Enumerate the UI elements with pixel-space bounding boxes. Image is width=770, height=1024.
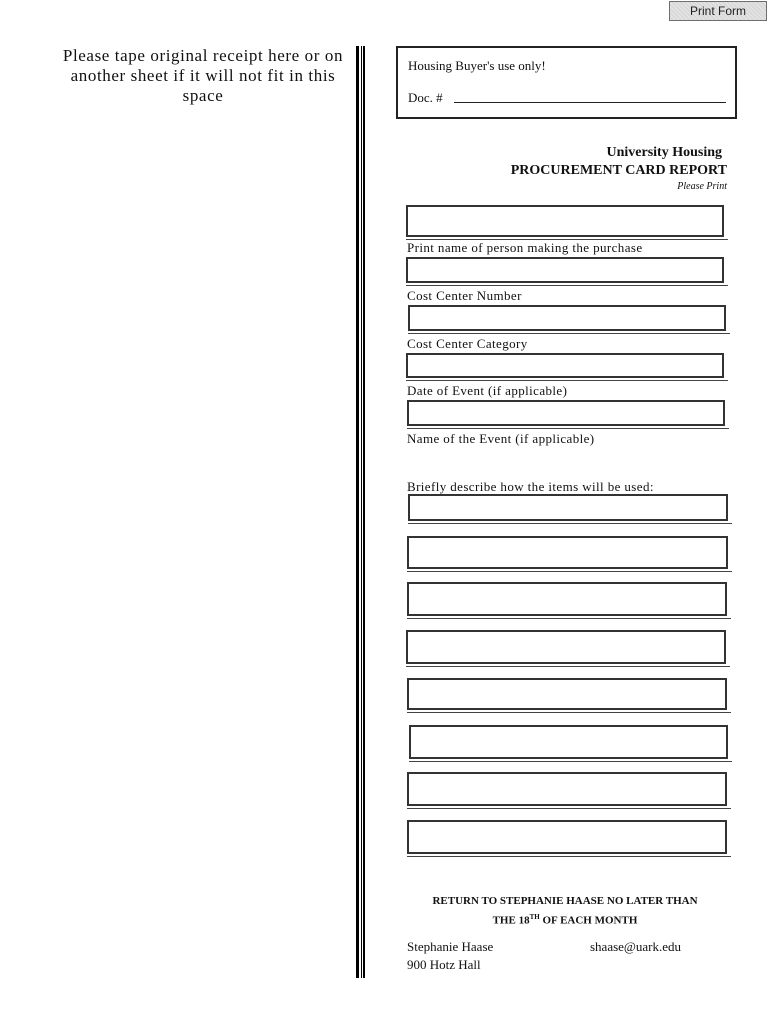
form-title: PROCUREMENT CARD REPORT (510, 163, 727, 178)
cost-center-category-label: Cost Center Category (407, 336, 528, 351)
event-date-input[interactable] (406, 353, 724, 378)
tape-note-line1: Please tape original receipt here or on (62, 46, 344, 65)
event-name-input[interactable] (407, 400, 725, 426)
purchaser-name-input[interactable] (406, 205, 724, 237)
contact-email: shaase@uark.edu (590, 939, 682, 954)
description-line-1[interactable] (408, 494, 728, 521)
vertical-divider (356, 46, 365, 978)
describe-items-label: Briefly describe how the items will be used: (407, 479, 654, 494)
description-line-2[interactable] (407, 536, 728, 569)
return-notice-line2: THE 18TH OF EACH MONTH (492, 913, 638, 927)
description-line-4[interactable] (406, 630, 726, 664)
buyer-use-only-label: Housing Buyer's use only! (408, 58, 546, 73)
description-line-3[interactable] (407, 582, 727, 616)
cost-center-number-input[interactable] (406, 257, 724, 283)
purchaser-name-label: Print name of person making the purchase (407, 240, 643, 255)
cost-center-category-input[interactable] (408, 305, 726, 331)
cost-center-number-label: Cost Center Number (407, 288, 522, 303)
tape-receipt-note (48, 46, 358, 106)
event-date-label: Date of Event (if applicable) (407, 383, 568, 398)
doc-number-field[interactable] (454, 102, 726, 103)
contact-name: Stephanie Haase (407, 939, 494, 954)
description-line-7[interactable] (407, 772, 727, 806)
description-line-5[interactable] (407, 678, 727, 710)
please-print-note: Please Print (677, 181, 727, 192)
print-form-button[interactable]: Print Form (669, 1, 767, 21)
department-title: University Housing (606, 145, 722, 160)
contact-address: 900 Hotz Hall (407, 957, 481, 972)
return-notice-line1: RETURN TO STEPHANIE HAASE NO LATER THAN (432, 895, 698, 907)
return-notice (405, 893, 725, 929)
description-line-6[interactable] (409, 725, 728, 759)
housing-buyer-box (396, 46, 737, 119)
tape-note-line2: another sheet if it will not fit in this space (70, 66, 336, 105)
description-line-8[interactable] (407, 820, 727, 854)
event-name-label: Name of the Event (if applicable) (407, 431, 595, 446)
doc-number-label: Doc. # (408, 90, 443, 105)
